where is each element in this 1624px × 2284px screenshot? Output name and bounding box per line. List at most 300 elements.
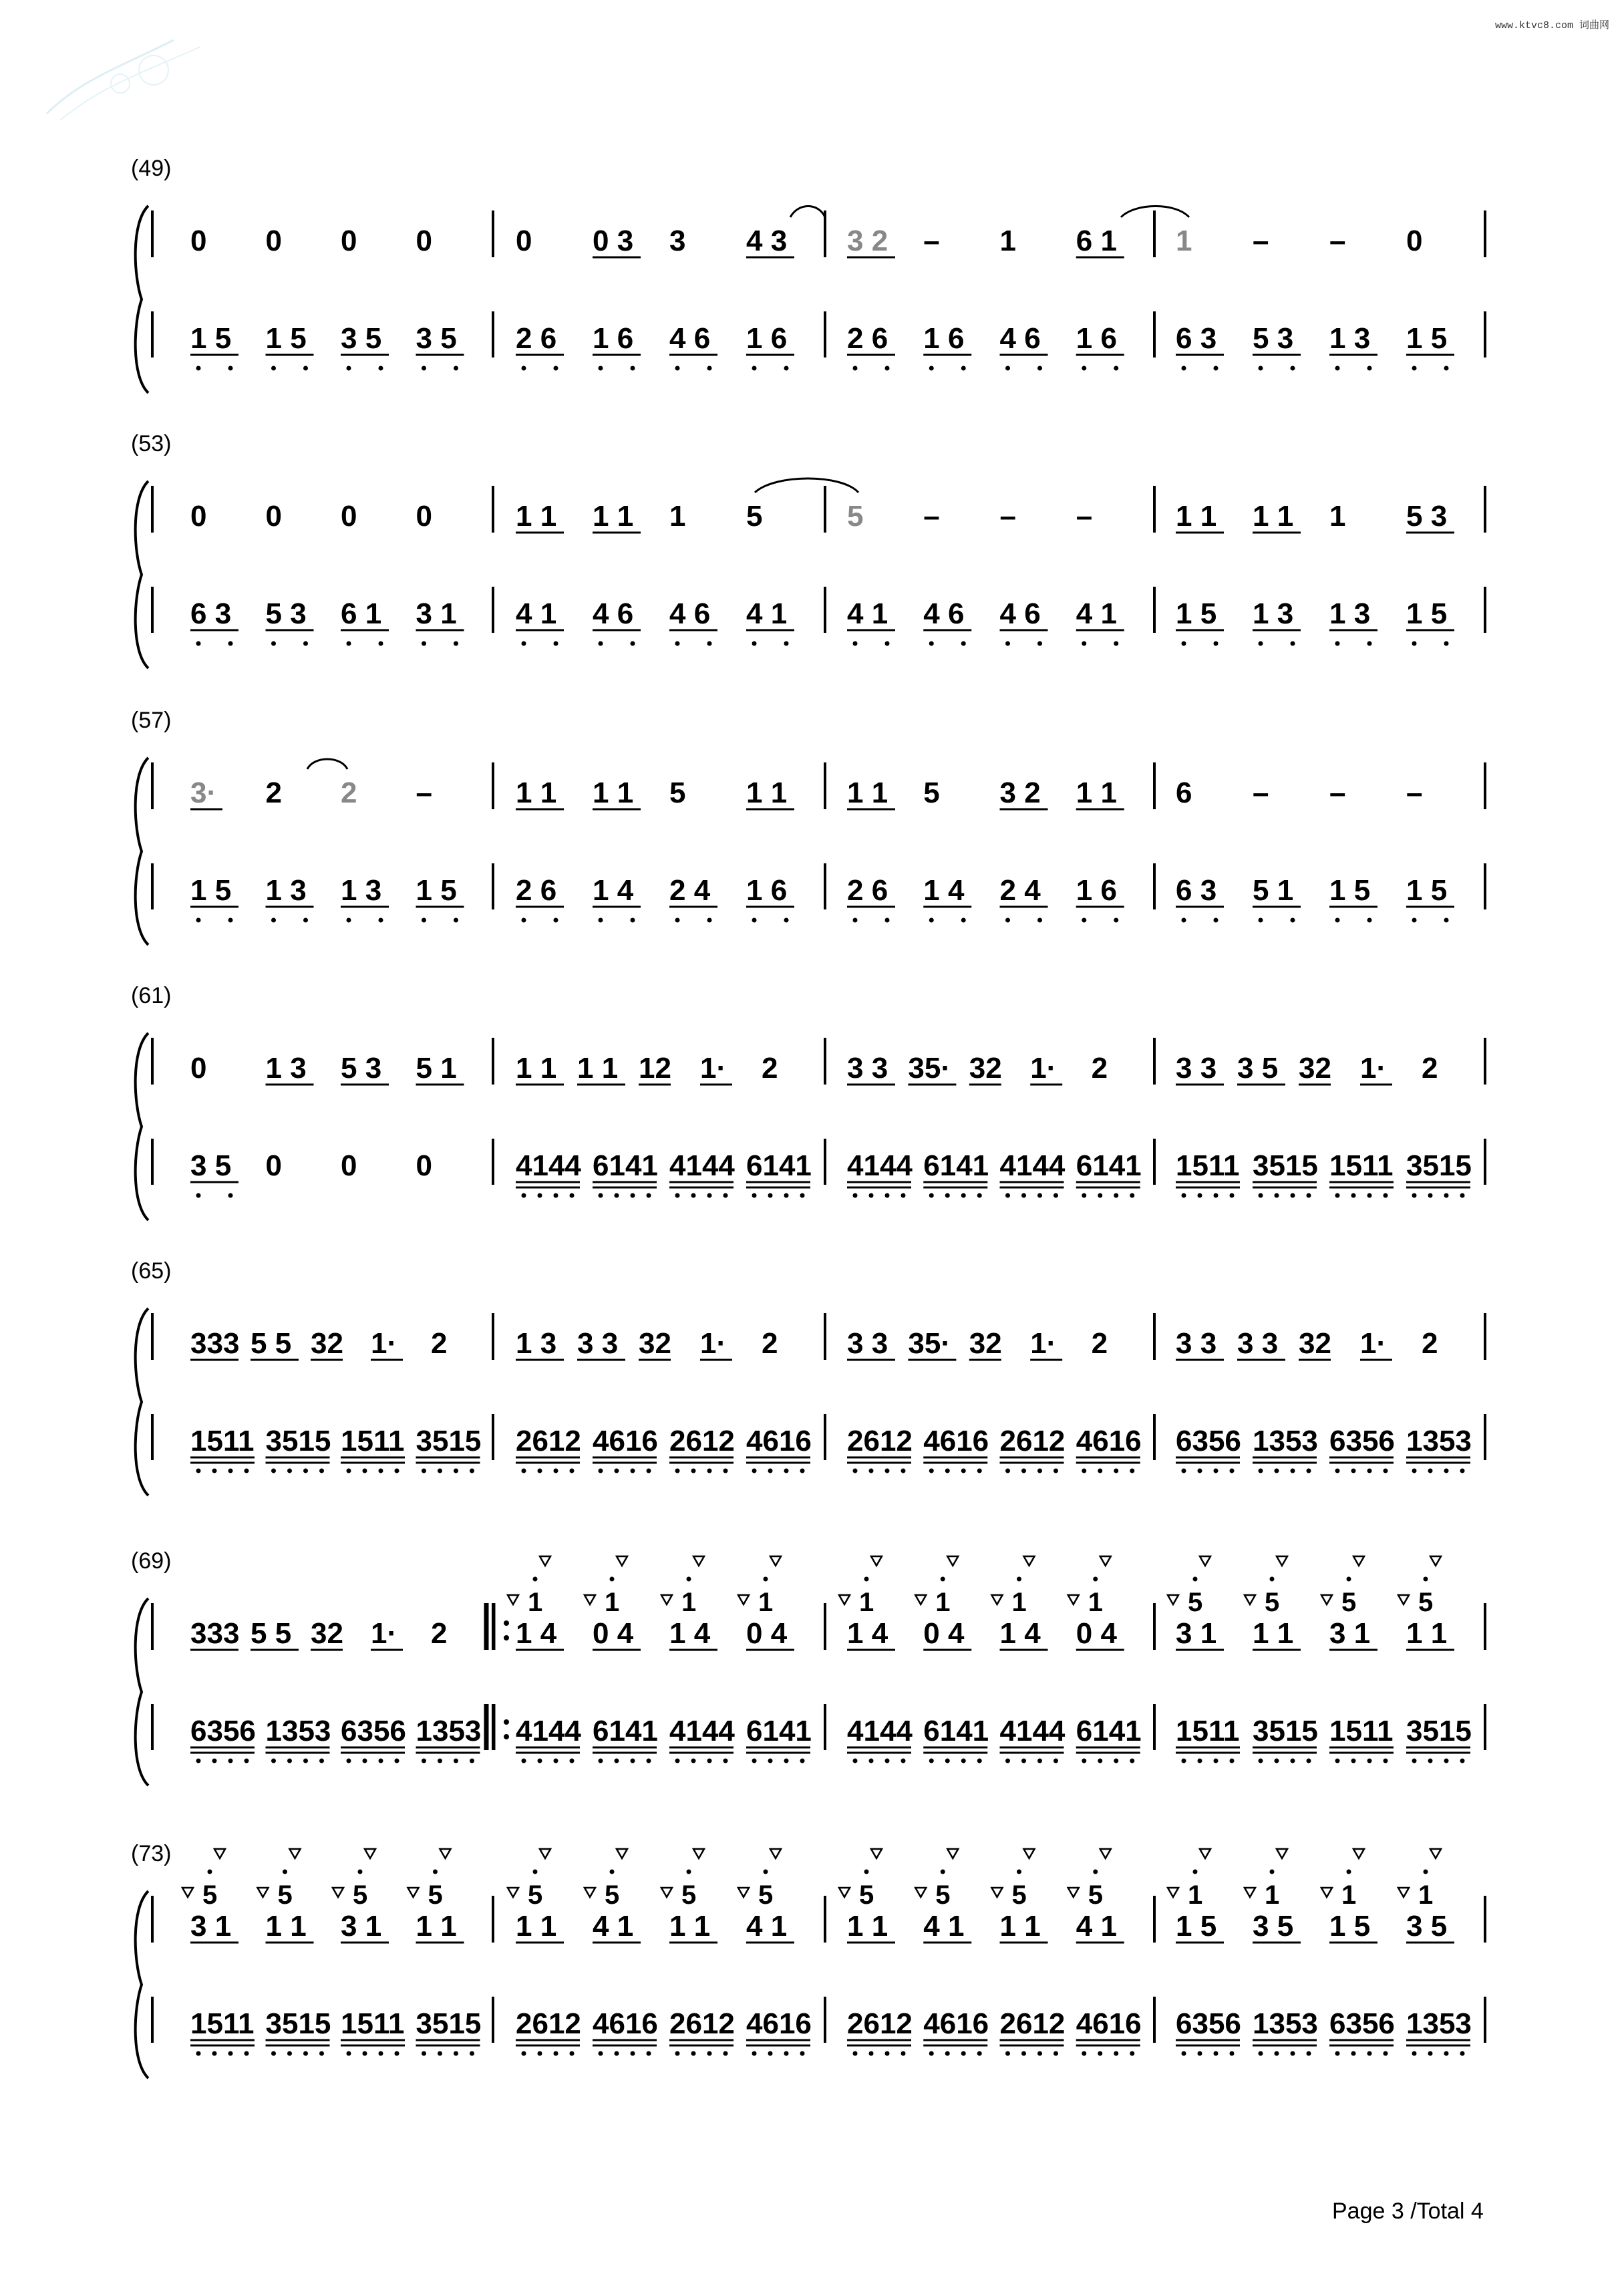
octave-dot xyxy=(422,641,426,646)
octave-dot xyxy=(228,1759,233,1763)
melody-note: 3 2 xyxy=(847,225,888,257)
octave-dot xyxy=(1335,1193,1340,1198)
accompaniment-note: 2 4 xyxy=(999,874,1041,907)
accent-mark xyxy=(770,1849,781,1858)
accent-mark xyxy=(258,1888,269,1897)
octave-dot xyxy=(1082,1469,1086,1473)
octave-dot xyxy=(885,641,890,646)
octave-dot xyxy=(723,1759,728,1763)
repeat-dot xyxy=(504,1620,509,1626)
octave-dot xyxy=(554,918,558,923)
melody-note: 1 3 xyxy=(265,1052,307,1085)
accent-mark xyxy=(440,1849,451,1858)
octave-dot xyxy=(647,1469,651,1473)
melody-note: 35· xyxy=(908,1052,951,1085)
accompaniment-note: 1 4 xyxy=(593,874,634,907)
octave-dot xyxy=(454,641,458,646)
octave-dot xyxy=(723,1193,728,1198)
octave-dot xyxy=(395,1759,399,1763)
octave-dot xyxy=(1259,366,1263,371)
accompaniment-note: 1 5 xyxy=(1406,322,1448,355)
melody-note: 3 1 xyxy=(1329,1617,1371,1650)
accent-mark xyxy=(661,1595,672,1604)
octave-dot xyxy=(707,2051,712,2056)
octave-dot xyxy=(196,366,201,371)
accompaniment-note: 4616 xyxy=(923,2007,989,2040)
melody-note: 5 xyxy=(847,500,864,533)
accent-mark xyxy=(1100,1849,1111,1858)
melody-note: 32 xyxy=(311,1327,343,1360)
high-octave-dot xyxy=(1093,1577,1098,1582)
octave-dot xyxy=(271,366,276,371)
octave-dot xyxy=(1351,1759,1356,1763)
octave-dot xyxy=(1444,641,1449,646)
accompaniment-note: 1 3 xyxy=(265,874,307,907)
melody-note: 0 xyxy=(190,225,207,257)
octave-dot xyxy=(395,2051,399,2056)
octave-dot xyxy=(470,2051,474,2056)
octave-dot xyxy=(977,1469,982,1473)
upper-voice-note: 5 xyxy=(528,1880,543,1910)
accent-mark xyxy=(1353,1849,1364,1858)
upper-voice-note: 5 xyxy=(277,1880,293,1910)
octave-dot xyxy=(570,2051,575,2056)
octave-dot xyxy=(1460,2051,1465,2056)
octave-dot xyxy=(1037,1193,1042,1198)
octave-dot xyxy=(885,1193,890,1198)
octave-dot xyxy=(784,1469,789,1473)
octave-dot xyxy=(1082,641,1086,646)
accompaniment-note: 4616 xyxy=(746,2007,812,2040)
octave-dot xyxy=(319,1759,324,1763)
accompaniment-note: 0 xyxy=(341,1149,357,1182)
octave-dot xyxy=(1444,1469,1449,1473)
melody-note: 1 xyxy=(1176,225,1192,257)
octave-dot xyxy=(1367,918,1372,923)
accompaniment-note: 2612 xyxy=(999,2007,1066,2040)
melody-note: 1 1 xyxy=(593,776,634,809)
melody-note: 12 xyxy=(639,1052,671,1085)
melody-note: 32 xyxy=(639,1327,671,1360)
octave-dot xyxy=(271,918,276,923)
melody-note: 1 1 xyxy=(516,1052,557,1085)
octave-dot xyxy=(522,918,526,923)
octave-dot xyxy=(1351,2051,1356,2056)
melody-note: 0 xyxy=(341,225,357,257)
octave-dot xyxy=(853,2051,858,2056)
upper-voice-note: 1 xyxy=(681,1588,697,1617)
accompaniment-note: 3515 xyxy=(1253,1715,1318,1747)
octave-dot xyxy=(395,1469,399,1473)
accompaniment-note: 1 6 xyxy=(1076,874,1117,907)
octave-dot xyxy=(707,1193,712,1198)
octave-dot xyxy=(347,918,351,923)
octave-dot xyxy=(707,918,712,923)
high-octave-dot xyxy=(1424,1577,1428,1582)
octave-dot xyxy=(1275,1193,1279,1198)
accompaniment-note: 2 6 xyxy=(516,322,557,355)
octave-dot xyxy=(454,1469,458,1473)
melody-note: 1 xyxy=(669,500,686,533)
accompaniment-note: 1353 xyxy=(1253,1425,1318,1457)
accompaniment-note: 3515 xyxy=(265,2007,331,2040)
octave-dot xyxy=(800,1469,805,1473)
octave-dot xyxy=(1053,1759,1058,1763)
system-brace xyxy=(136,206,148,393)
octave-dot xyxy=(752,1193,757,1198)
melody-note: 1 xyxy=(1329,500,1346,533)
measure-number: (69) xyxy=(131,1548,172,1574)
melody-note: 1 5 xyxy=(1176,1910,1217,1943)
octave-dot xyxy=(929,641,934,646)
octave-dot xyxy=(1021,1469,1026,1473)
upper-voice-note: 5 xyxy=(1341,1588,1357,1617)
octave-dot xyxy=(454,2051,458,2056)
accompaniment-note: 1511 xyxy=(190,1425,255,1457)
octave-dot xyxy=(885,1759,890,1763)
octave-dot xyxy=(319,2051,324,2056)
high-octave-dot xyxy=(864,1577,869,1582)
upper-voice-note: 5 xyxy=(353,1880,368,1910)
high-octave-dot xyxy=(1093,1870,1098,1874)
octave-dot xyxy=(1114,1469,1118,1473)
octave-dot xyxy=(707,366,712,371)
octave-dot xyxy=(1367,1759,1372,1763)
octave-dot xyxy=(1214,2051,1219,2056)
octave-dot xyxy=(522,1759,526,1763)
high-octave-dot xyxy=(1424,1870,1428,1874)
accompaniment-note: 2 6 xyxy=(516,874,557,907)
octave-dot xyxy=(422,2051,426,2056)
octave-dot xyxy=(1384,2051,1388,2056)
accompaniment-note: 2 6 xyxy=(847,874,888,907)
accent-mark xyxy=(333,1888,343,1897)
accompaniment-note: 3515 xyxy=(416,2007,482,2040)
system-brace xyxy=(136,1308,148,1495)
high-octave-dot xyxy=(433,1870,438,1874)
accent-mark xyxy=(1277,1556,1287,1566)
octave-dot xyxy=(554,641,558,646)
octave-dot xyxy=(961,2051,966,2056)
accompaniment-note: 4 6 xyxy=(923,597,965,630)
octave-dot xyxy=(303,1469,308,1473)
upper-voice-note: 5 xyxy=(605,1880,620,1910)
accent-mark xyxy=(1168,1888,1178,1897)
accompaniment-note: 1 5 xyxy=(190,322,232,355)
tie-arc xyxy=(307,759,347,769)
octave-dot xyxy=(885,918,890,923)
octave-dot xyxy=(1384,1759,1388,1763)
octave-dot xyxy=(470,1469,474,1473)
accompaniment-note: 6356 xyxy=(190,1715,256,1747)
octave-dot xyxy=(1021,2051,1026,2056)
octave-dot xyxy=(675,1193,680,1198)
melody-note: 1 1 xyxy=(577,1052,619,1085)
octave-dot xyxy=(752,1469,757,1473)
upper-voice-note: 5 xyxy=(758,1880,774,1910)
accompaniment-note: 3 5 xyxy=(190,1149,232,1182)
accompaniment-note: 3515 xyxy=(265,1425,331,1457)
melody-note: – xyxy=(923,225,940,257)
accompaniment-note: 5 1 xyxy=(1253,874,1294,907)
melody-note: 3 3 xyxy=(1237,1327,1279,1360)
octave-dot xyxy=(245,1469,249,1473)
octave-dot xyxy=(1021,1759,1026,1763)
melody-note: 0 xyxy=(416,500,432,533)
accompaniment-note: 6 3 xyxy=(1176,322,1217,355)
melody-note: 5 xyxy=(923,776,940,809)
octave-dot xyxy=(438,1469,442,1473)
accompaniment-note: 6 3 xyxy=(190,597,232,630)
octave-dot xyxy=(347,1469,351,1473)
octave-dot xyxy=(599,1759,603,1763)
melody-note: 1 1 xyxy=(1076,776,1117,809)
octave-dot xyxy=(1335,641,1340,646)
melody-note: 1· xyxy=(1360,1052,1387,1085)
octave-dot xyxy=(363,2051,367,2056)
accompaniment-note: 4144 xyxy=(516,1149,581,1182)
octave-dot xyxy=(196,1469,201,1473)
octave-dot xyxy=(615,2051,619,2056)
octave-dot xyxy=(961,1193,966,1198)
melody-note: 0 4 xyxy=(923,1617,965,1650)
octave-dot xyxy=(691,1759,696,1763)
melody-note: 2 xyxy=(1091,1327,1108,1360)
high-octave-dot xyxy=(687,1577,691,1582)
melody-note: 0 3 xyxy=(593,225,634,257)
octave-dot xyxy=(1214,1193,1219,1198)
octave-dot xyxy=(1428,1193,1433,1198)
octave-dot xyxy=(1291,2051,1295,2056)
octave-dot xyxy=(228,641,233,646)
octave-dot xyxy=(363,1469,367,1473)
accent-mark xyxy=(408,1888,419,1897)
accompaniment-note: 6141 xyxy=(1076,1149,1142,1182)
octave-dot xyxy=(929,366,934,371)
accompaniment-note: 4 6 xyxy=(669,597,711,630)
octave-dot xyxy=(470,1759,474,1763)
octave-dot xyxy=(1005,2051,1010,2056)
octave-dot xyxy=(522,641,526,646)
octave-dot xyxy=(1198,2051,1202,2056)
site-url: www.ktvc8.com xyxy=(1494,20,1573,31)
accompaniment-note: 1 5 xyxy=(1406,597,1448,630)
octave-dot xyxy=(303,918,308,923)
octave-dot xyxy=(347,1759,351,1763)
accent-mark xyxy=(992,1888,1003,1897)
octave-dot xyxy=(929,2051,934,2056)
octave-dot xyxy=(1351,1193,1356,1198)
octave-dot xyxy=(885,2051,890,2056)
system-brace xyxy=(136,758,148,945)
octave-dot xyxy=(599,1469,603,1473)
accompaniment-note: 1511 xyxy=(190,2007,255,2040)
repeat-dot xyxy=(504,1719,509,1725)
octave-dot xyxy=(1307,1469,1311,1473)
upper-voice-note: 5 xyxy=(202,1880,218,1910)
octave-dot xyxy=(1182,1759,1186,1763)
system-brace xyxy=(136,1891,148,2078)
melody-note: 5 5 xyxy=(251,1327,292,1360)
high-octave-dot xyxy=(208,1870,212,1874)
octave-dot xyxy=(1444,918,1449,923)
melody-note: – xyxy=(1076,500,1093,533)
accompaniment-note: 6141 xyxy=(593,1149,658,1182)
accent-mark xyxy=(290,1849,301,1858)
octave-dot xyxy=(522,366,526,371)
octave-dot xyxy=(929,1193,934,1198)
melody-note: 3 2 xyxy=(999,776,1041,809)
octave-dot xyxy=(784,2051,789,2056)
melody-note: 32 xyxy=(1299,1327,1331,1360)
octave-dot xyxy=(675,641,680,646)
accompaniment-note: 1 6 xyxy=(1076,322,1117,355)
accent-mark xyxy=(1430,1556,1441,1566)
octave-dot xyxy=(1037,2051,1042,2056)
accompaniment-note: 4 1 xyxy=(516,597,557,630)
melody-note: 5 xyxy=(746,500,763,533)
melody-note: 333 xyxy=(190,1617,240,1650)
melody-note: 1 1 xyxy=(1406,1617,1448,1650)
melody-note: 1 5 xyxy=(1329,1910,1371,1943)
measure-number: (57) xyxy=(131,708,172,733)
octave-dot xyxy=(1307,1759,1311,1763)
octave-dot xyxy=(1230,2051,1235,2056)
octave-dot xyxy=(707,1759,712,1763)
octave-dot xyxy=(691,2051,696,2056)
melody-note: – xyxy=(999,500,1016,533)
octave-dot xyxy=(228,2051,233,2056)
octave-dot xyxy=(287,2051,292,2056)
accent-mark xyxy=(1245,1888,1255,1897)
accompaniment-note: 1 5 xyxy=(1176,597,1217,630)
melody-note: 6 1 xyxy=(1076,225,1117,257)
upper-voice-note: 5 xyxy=(1418,1588,1434,1617)
accompaniment-note: 2 4 xyxy=(669,874,711,907)
accent-mark xyxy=(1353,1556,1364,1566)
accompaniment-note: 3 5 xyxy=(416,322,457,355)
octave-dot xyxy=(1214,1469,1219,1473)
octave-dot xyxy=(961,1759,966,1763)
octave-dot xyxy=(1082,2051,1086,2056)
melody-note: 2 xyxy=(431,1617,448,1650)
octave-dot xyxy=(675,2051,680,2056)
accompaniment-note: 1511 xyxy=(341,1425,405,1457)
accent-mark xyxy=(1168,1595,1178,1604)
high-octave-dot xyxy=(1270,1577,1275,1582)
octave-dot xyxy=(901,1469,906,1473)
accompaniment-note: 6 3 xyxy=(1176,874,1217,907)
octave-dot xyxy=(1351,1469,1356,1473)
melody-note: 2 xyxy=(265,776,282,809)
octave-dot xyxy=(1037,366,1042,371)
melody-note: 0 4 xyxy=(593,1617,634,1650)
high-octave-dot xyxy=(610,1577,615,1582)
octave-dot xyxy=(647,2051,651,2056)
accompaniment-note: 4144 xyxy=(516,1715,581,1747)
octave-dot xyxy=(977,1193,982,1198)
accompaniment-note: 4 6 xyxy=(999,322,1041,355)
melody-note: 2 xyxy=(341,776,357,809)
octave-dot xyxy=(347,366,351,371)
octave-dot xyxy=(570,1193,575,1198)
octave-dot xyxy=(1114,641,1118,646)
melody-note: 0 xyxy=(265,500,282,533)
melody-note: 2 xyxy=(762,1327,778,1360)
octave-dot xyxy=(784,1193,789,1198)
accompaniment-note: 4616 xyxy=(746,1425,812,1457)
octave-dot xyxy=(287,1759,292,1763)
accent-mark xyxy=(1100,1556,1111,1566)
octave-dot xyxy=(438,2051,442,2056)
melody-note: 1 1 xyxy=(416,1910,457,1943)
accompaniment-note: 0 xyxy=(265,1149,282,1182)
melody-note: 1· xyxy=(371,1617,397,1650)
octave-dot xyxy=(522,1469,526,1473)
octave-dot xyxy=(1460,1759,1465,1763)
octave-dot xyxy=(1214,641,1219,646)
octave-dot xyxy=(691,1193,696,1198)
octave-dot xyxy=(752,641,757,646)
octave-dot xyxy=(228,1193,233,1198)
octave-dot xyxy=(615,1759,619,1763)
octave-dot xyxy=(212,1759,217,1763)
octave-dot xyxy=(615,1193,619,1198)
accent-mark xyxy=(1245,1595,1255,1604)
melody-note: 1 4 xyxy=(669,1617,711,1650)
octave-dot xyxy=(1307,2051,1311,2056)
upper-voice-note: 1 xyxy=(605,1588,620,1617)
octave-dot xyxy=(768,1759,773,1763)
melody-note: 4 1 xyxy=(1076,1910,1117,1943)
octave-dot xyxy=(303,366,308,371)
octave-dot xyxy=(707,1469,712,1473)
octave-dot xyxy=(1182,1469,1186,1473)
octave-dot xyxy=(1460,1469,1465,1473)
accent-mark xyxy=(738,1595,749,1604)
octave-dot xyxy=(1412,1759,1417,1763)
accompaniment-note: 4 1 xyxy=(746,597,788,630)
melody-note: 0 xyxy=(190,500,207,533)
octave-dot xyxy=(1114,1193,1118,1198)
octave-dot xyxy=(1182,1193,1186,1198)
measure-number: (73) xyxy=(131,1841,172,1866)
accompaniment-note: 1353 xyxy=(1253,2007,1318,2040)
octave-dot xyxy=(1082,1193,1086,1198)
octave-dot xyxy=(1335,366,1340,371)
octave-dot xyxy=(1098,1759,1102,1763)
octave-dot xyxy=(1230,1759,1235,1763)
octave-dot xyxy=(853,1193,858,1198)
octave-dot xyxy=(800,1193,805,1198)
octave-dot xyxy=(554,1759,558,1763)
accompaniment-note: 3 5 xyxy=(341,322,382,355)
octave-dot xyxy=(303,641,308,646)
octave-dot xyxy=(599,366,603,371)
melody-note: 1 1 xyxy=(847,1910,888,1943)
melody-note: 32 xyxy=(969,1327,1002,1360)
octave-dot xyxy=(945,1193,950,1198)
accent-mark xyxy=(1398,1595,1409,1604)
octave-dot xyxy=(1291,1759,1295,1763)
accent-mark xyxy=(1200,1849,1210,1858)
melody-note: 1 1 xyxy=(516,1910,557,1943)
octave-dot xyxy=(599,2051,603,2056)
octave-dot xyxy=(784,918,789,923)
system-brace xyxy=(136,481,148,668)
accompaniment-note: 1 5 xyxy=(1329,874,1371,907)
octave-dot xyxy=(1367,1193,1372,1198)
